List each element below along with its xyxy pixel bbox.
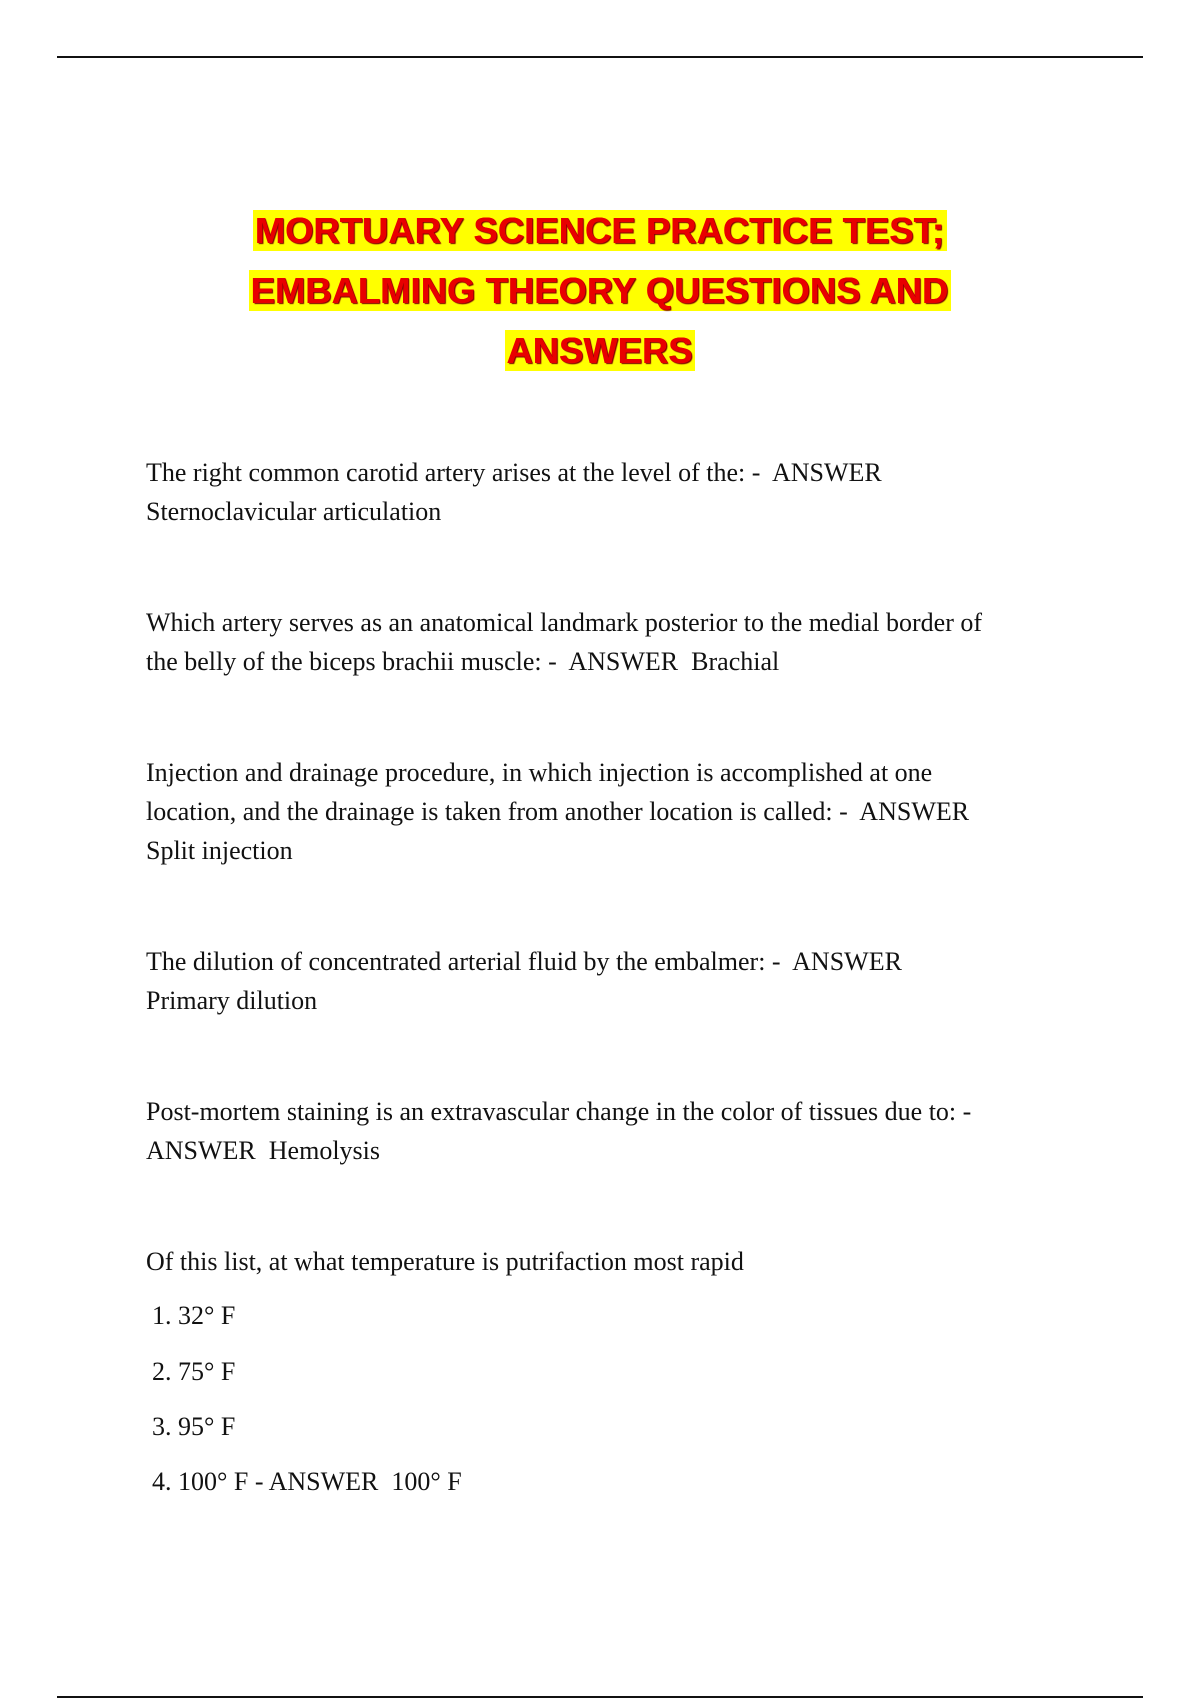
text-line: Split injection [146, 836, 293, 865]
question-answer-4 [146, 942, 1106, 1020]
bottom-rule [57, 1696, 1143, 1698]
text-line: Which artery serves as an anatomical landmark posterior to the medial border of [146, 608, 983, 637]
question-answer-3 [146, 753, 1106, 870]
question-answer-2 [146, 603, 1106, 681]
title-line: ANSWERS [506, 330, 694, 371]
option-3: 3. 95° F [152, 1412, 236, 1441]
option-2: 2. 75° F [152, 1357, 236, 1386]
document-title [0, 201, 1200, 381]
text-line: the belly of the biceps brachii muscle: - ANSWER Brachial [146, 647, 780, 676]
text-line: The right common carotid artery arises at the level of the: - ANSWER [146, 458, 882, 487]
title-line: MORTUARY SCIENCE PRACTICE TEST; [255, 210, 945, 251]
text-line: Primary dilution [146, 986, 318, 1015]
text-line: Sternoclavicular articulation [146, 497, 442, 526]
top-rule [57, 56, 1143, 58]
text-line: The dilution of concentrated arterial fluid by the embalmer: - ANSWER [146, 947, 902, 976]
text-line: Of this list, at what temperature is putrifaction most rapid [146, 1247, 744, 1276]
question-6 [146, 1242, 1106, 1281]
text-line: ANSWER Hemolysis [146, 1136, 380, 1165]
text-line: Injection and drainage procedure, in which injection is accomplished at one [146, 758, 933, 787]
question-answer-1 [146, 453, 1106, 531]
question-answer-5 [146, 1092, 1106, 1170]
text-line: location, and the drainage is taken from another location is called: - ANSWER [146, 797, 970, 826]
option-4-answer: 4. 100° F - ANSWER 100° F [152, 1467, 462, 1496]
title-line: EMBALMING THEORY QUESTIONS AND [251, 270, 949, 311]
option-1: 1. 32° F [152, 1301, 236, 1330]
text-line: Post-mortem staining is an extravascular change in the color of tissues due to: - [146, 1097, 972, 1126]
